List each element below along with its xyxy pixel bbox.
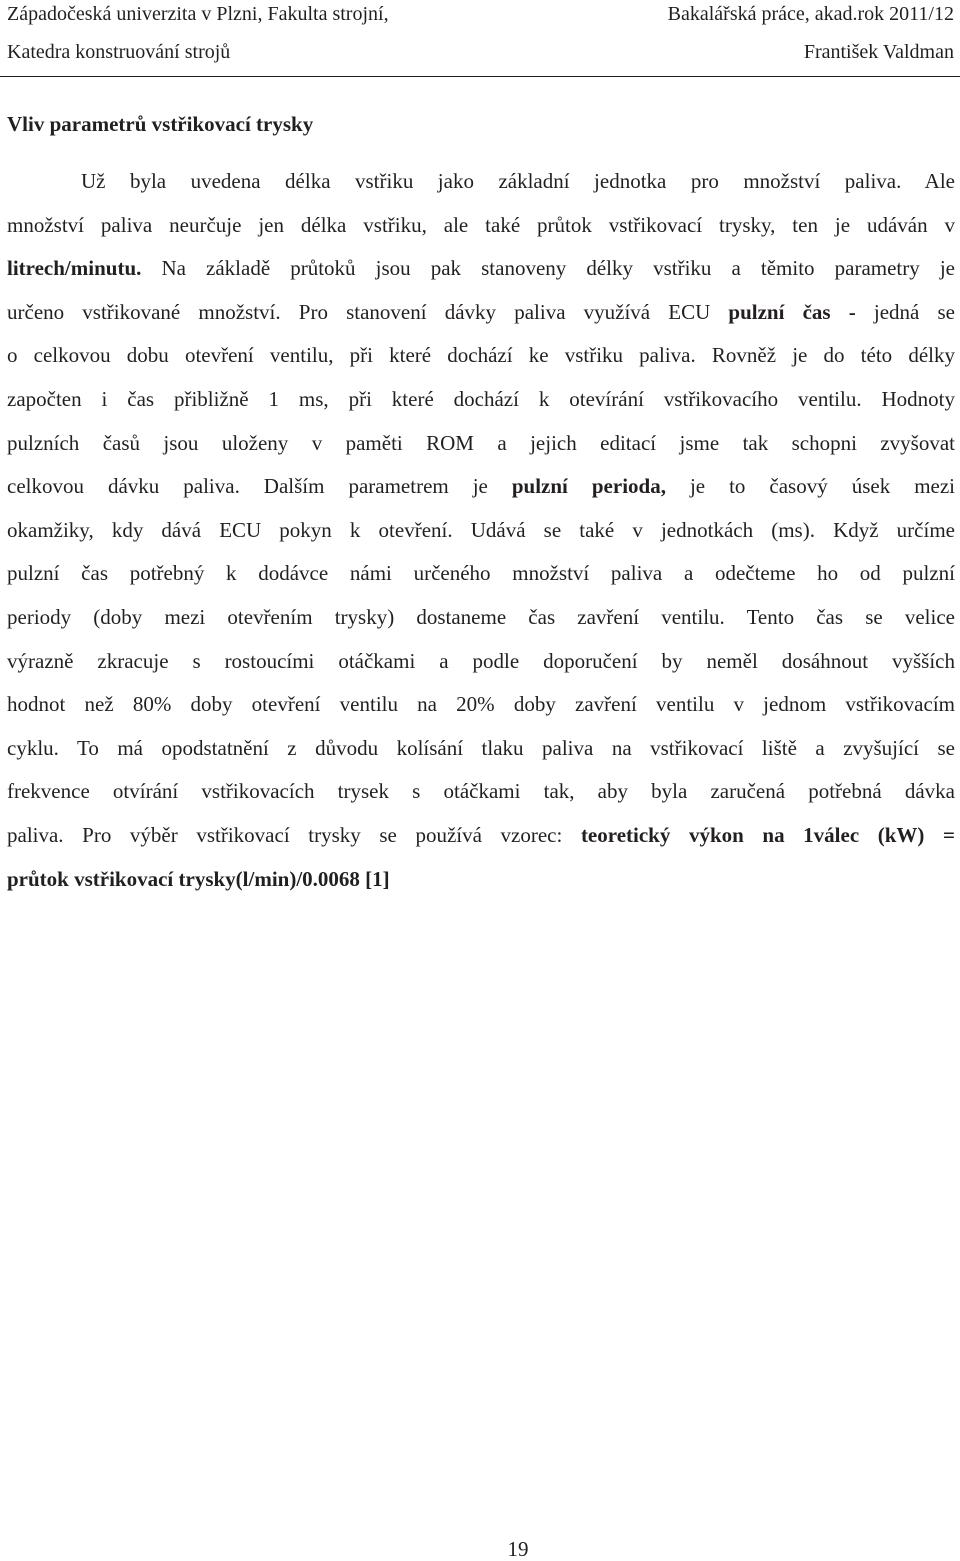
page-header-line-1 [7, 2, 954, 26]
text-line: okamžiky, kdy dává ECU pokyn k otevření. Udává se také v jednotkách (ms). Když určíme [7, 517, 955, 542]
text-line: Už byla uvedena délka vstřiku jako základní jednotka pro množství paliva. Ale [81, 169, 955, 193]
text-line: litrech/minutu. Na základě průtoků jsou pak stanoveny délky vstřiku a těmito parametry je [7, 256, 955, 281]
text-line: pulzních časů jsou uloženy v paměti ROM a jejich editací jsme tak schopni zvyšovat [7, 430, 955, 455]
text-line: množství paliva neurčuje jen délka vstřiku, ale také průtok vstřikovací trysky, ten je udáván v [7, 212, 955, 237]
header-divider [0, 76, 960, 77]
text-line: pulzní čas potřebný k dodávce námi určeného množství paliva a odečteme ho od pulzní [7, 561, 955, 586]
header-author: František Valdman [803, 41, 954, 63]
text-line: započten i čas přibližně 1 ms, při které dochází k otevírání vstřikovacího ventilu. Hodnoty [7, 386, 955, 411]
header-institution: Západočeská univerzita v Plzni, Fakulta strojní, [7, 3, 389, 25]
formula-text: teoretický výkon na 1válec (kW) = [580, 822, 955, 847]
section-title: Vliv parametrů vstřikovací trysky [7, 112, 314, 136]
bold-term: pulzní perioda, [511, 474, 666, 499]
text-line: periody (doby mezi otevřením trysky) dostaneme čas zavření ventilu. Tento čas se velice [7, 604, 955, 629]
page-number: 19 [507, 1537, 529, 1561]
text-line: paliva. Pro výběr vstřikovací trysky se používá vzorec: teoretický výkon na 1válec (kW) = [7, 822, 955, 847]
text-line: určeno vstřikované množství. Pro stanovení dávky paliva využívá ECU pulzní čas - jedná se [7, 299, 955, 324]
header-department: Katedra konstruování strojů [7, 41, 231, 63]
bold-term: litrech/minutu. [7, 256, 142, 281]
page-header-line-2 [7, 40, 954, 64]
bold-term: pulzní čas - [728, 299, 856, 324]
text-line: výrazně zkracuje s rostoucími otáčkami a podle doporučení by neměl dosáhnout vyšších [7, 648, 955, 673]
formula-text: průtok vstřikovací trysky(l/min)/0.0068 [1] [7, 866, 390, 891]
text-line: celkovou dávku paliva. Dalším parametrem je pulzní perioda, je to časový úsek mezi [7, 474, 955, 499]
header-thesis-info: Bakalářská práce, akad.rok 2011/12 [667, 3, 954, 25]
text-line: cyklu. To má opodstatnění z důvodu kolísání tlaku paliva na vstřikovací liště a zvyšující se [7, 735, 955, 760]
text-line: frekvence otvírání vstřikovacích trysek s otáčkami tak, aby byla zaručená potřebná dávka [7, 779, 955, 804]
body-paragraph [7, 160, 955, 901]
text-line: hodnot než 80% doby otevření ventilu na 20% doby zavření ventilu v jednom vstřikovacím [7, 692, 955, 717]
text-line: o celkovou dobu otevření ventilu, při které dochází ke vstřiku paliva. Rovněž je do této délky [7, 343, 955, 368]
text-line [7, 858, 955, 902]
